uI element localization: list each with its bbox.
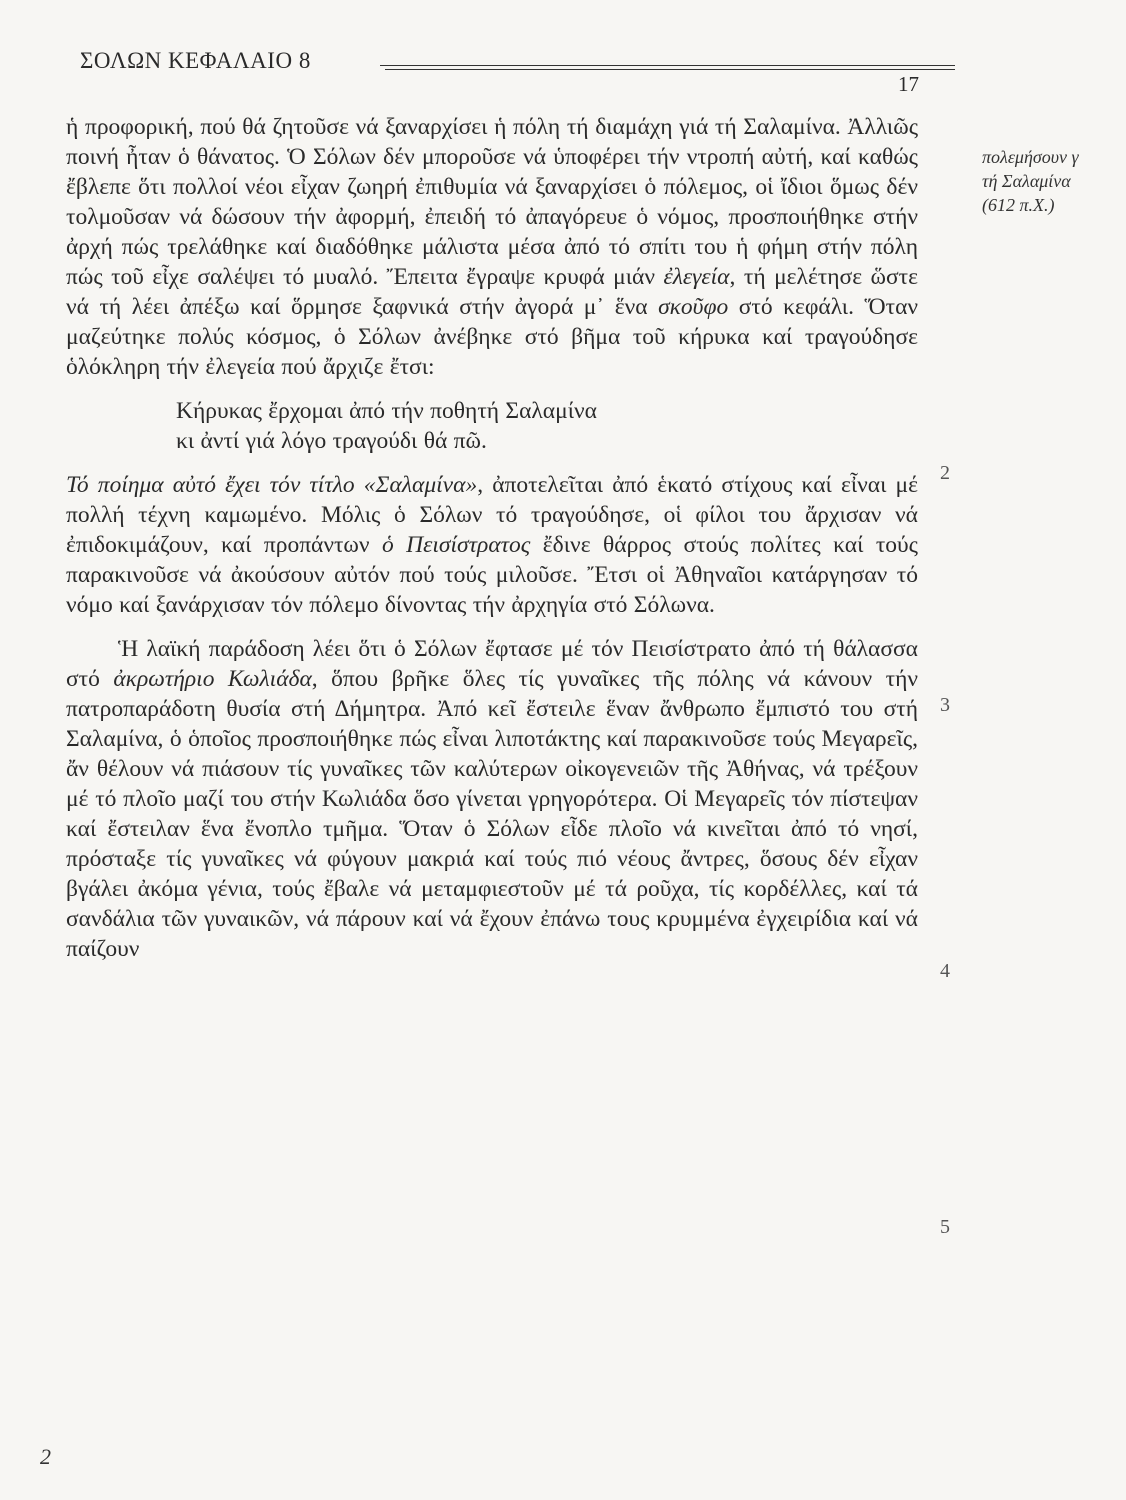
margin-note-line: (612 π.Χ.) (982, 195, 1055, 215)
margin-note-line: τή Σαλαμίνα (982, 171, 1071, 191)
margin-note-line: πολεμήσουν γ (982, 147, 1079, 167)
text-run: , ἀποτελεῖται ἀπό ἑκατό στίχους καί εἶναι μέ πολλή τέχνη καμωμένο. Μόλις ὁ Σόλων τό τραγούδησε, οἱ φίλοι του ἄρχισαν νά ἐπιδοκιμάζουν, καί προπάντων (66, 472, 918, 558)
header-rule (380, 65, 955, 66)
margin-number-2: 2 (940, 462, 950, 484)
verse-line: Κήρυκας ἔρχομαι ἀπό τήν ποθητή Σαλαμίνα (176, 398, 597, 424)
verse-quotation (176, 396, 918, 456)
italic-term: σκοῦφο (658, 294, 729, 320)
corner-number: 2 (40, 1444, 51, 1469)
margin-note (982, 145, 1126, 217)
header-rule-2 (385, 69, 955, 70)
paragraph-3 (66, 634, 918, 964)
italic-term: ἀκρωτήριο Κωλιάδα (113, 666, 312, 692)
italic-term: ὁ Πεισίστρατος (381, 532, 531, 558)
margin-number-3: 3 (940, 694, 950, 716)
verse-line: κι ἀντί γιά λόγο τραγούδι θά πῶ. (176, 428, 487, 454)
text-run: ἡ προφορική, πού θά ζητοῦσε νά ξαναρχίσει ἡ πόλη τή διαμάχη γιά τή Σαλαμίνα. Ἀλλιῶς ποινή ἦταν ὁ θάνατος. Ὁ Σόλων δέν μποροῦσε νά ὑποφέρει τήν ντροπή αὐτή, καί καθώς ἔβλεπε ὅτι πολλοί νέοι εἶχαν ζωηρή ἐπιθυμία νά ξαναρχίσει ὁ πόλεμος, οἱ ἴδιοι ὅμως δέν τολμοῦσαν νά δώσουν τήν ἀφορμή, ἐπειδή τό ἀπαγόρευε ὁ νόμος, προσποιήθηκε στήν ἀρχή πώς τρελάθηκε καί διαδόθηκε μάλιστα μέσα ἀπό τό σπίτι του ἡ φήμη στήν πόλη πώς τοῦ εἶχε σαλέψει τό μυαλό. Ἔπειτα ἔγραψε κρυφά μιάν (66, 114, 918, 290)
italic-term: ἐλεγεία (663, 264, 730, 290)
running-title: ΣΟΛΩΝ ΚΕΦΑΛΑΙΟ 8 (80, 48, 311, 73)
margin-number-4: 4 (940, 960, 950, 982)
paragraph-1 (66, 112, 918, 382)
text-run: , ὅπου βρῆκε ὅλες τίς γυναῖκες τῆς πόλης νά κάνουν τήν πατροπαράδοτη θυσία στή Δήμητρα. Ἀπό κεῖ ἔστειλε ἕναν ἄνθρωπο ἔμπιστό του στή Σαλαμίνα, ὁ ὁποῖος προσποιήθηκε πώς εἶναι λιποτάκτης καί παρακινοῦσε τούς Μεγαρεῖς, ἄν θέλουν νά πιάσουν τίς γυναῖκες τῶν καλύτερων οἰκογενειῶν τῆς Ἀθήνας, νά τρέξουν μέ τό πλοῖο μαζί του στήν Κωλιάδα ὅσο γίνεται γρηγορότερα. Οἱ Μεγαρεῖς τόν πίστεψαν καί ἔστειλαν ἕνα ἔνοπλο τμῆμα. Ὅταν ὁ Σόλων εἶδε πλοῖο νά κινεῖται ἀπό τό νησί, πρόσταξε τίς γυναῖκες νά φύγουν μακριά καί τούς πιό νέους ἄντρες, ὅσους δέν εἶχαν βγάλει ἀκόμα γένια, τούς ἔβαλε νά μεταμφιεστοῦν μέ τά ροῦχα, τίς κορδέλλες, καί τά σανδάλια τῶν γυναικῶν, νά πάρουν καί νά ἔχουν ἐπάνω τους κρυμμένα ἐγχειρίδια καί νά παίζουν (66, 666, 918, 962)
text-run: , τή μελέτησε ὥστε νά τή λέει ἀπέξω καί ὅρμησε ξαφνικά στήν ἀγορά μ᾽ ἕνα (66, 264, 918, 320)
text-run: ἔδινε θάρρος στούς πολίτες καί τούς παρακινοῦσε νά ἀκούσουν αὐτόν πού τούς μιλοῦσε. Ἔτσι οἱ Ἀθηναῖοι κατάργησαν τό νόμο καί ξανάρχισαν τόν πόλεμο δίνοντας τήν ἀρχηγία στό Σόλωνα. (66, 532, 918, 618)
main-text (66, 112, 918, 964)
italic-term: Τό ποίημα αὐτό ἔχει τόν τίτλο «Σαλαμίνα» (66, 472, 478, 498)
margin-number-5: 5 (940, 1216, 950, 1238)
running-header (80, 40, 920, 96)
page-number: 17 (898, 72, 919, 96)
paragraph-2 (66, 470, 918, 620)
text-run: Ἡ λαϊκή παράδοση λέει ὅτι ὁ Σόλων ἔφτασε μέ τόν Πεισίστρατο ἀπό τή θάλασσα στό (66, 636, 918, 692)
text-run: στό κεφάλι. Ὅταν μαζεύτηκε πολύς κόσμος, ὁ Σόλων ἀνέβηκε στό βῆμα τοῦ κήρυκα καί τραγούδησε ὁλόκληρη τήν ἐλεγεία πού ἄρχιζε ἔτσι: (66, 294, 919, 380)
